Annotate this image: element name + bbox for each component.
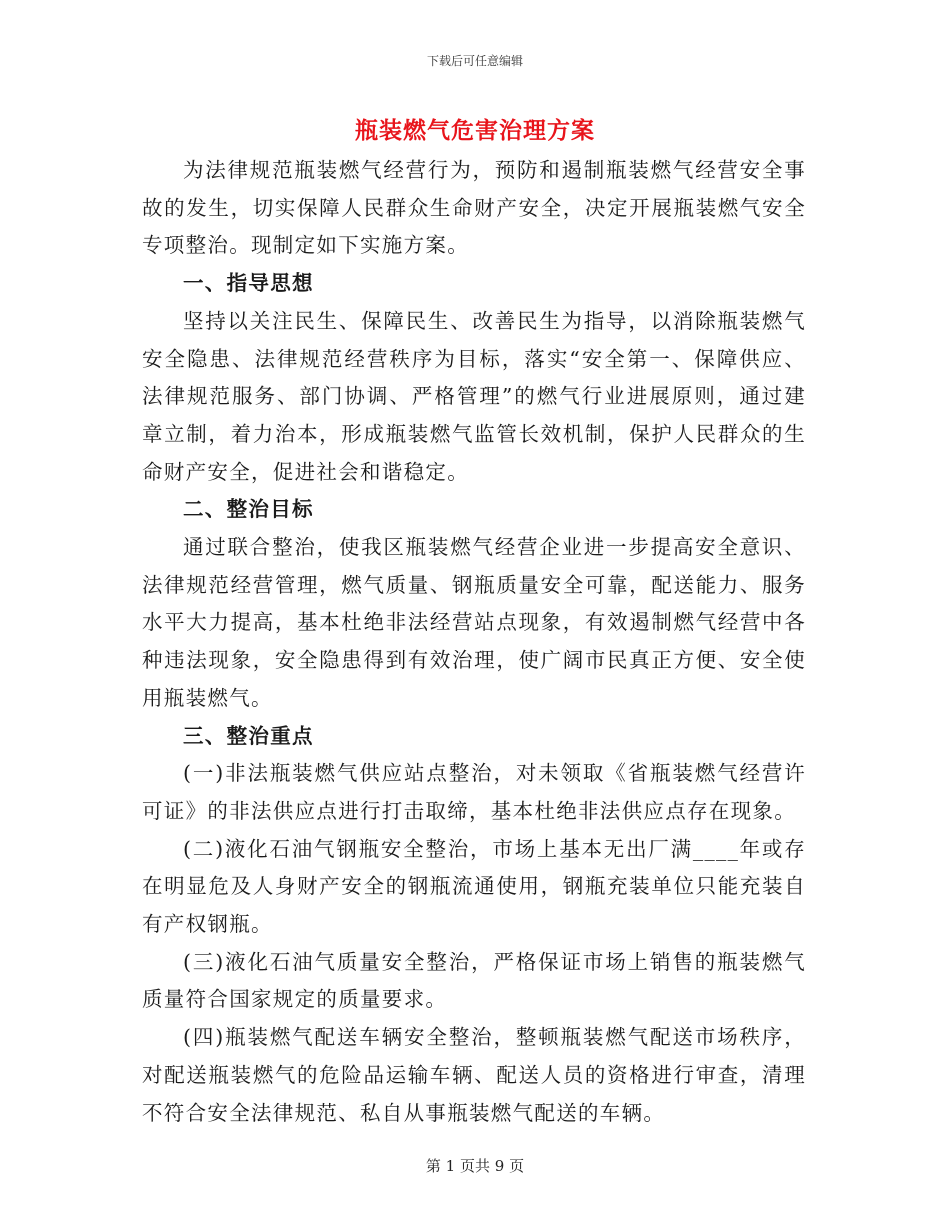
key-point-item-4: (四)瓶装燃气配送车辆安全整治，整顿瓶装燃气配送市场秩序，对配送瓶装燃气的危险品运输车辆、配送人员的资格进行审查，清理不符合安全法律规范、私自从事瓶装燃气配送的车辆。 (142, 1025, 806, 1125)
section-body-guiding-thought: 坚持以关注民生、保障民生、改善民生为指导，以消除瓶装燃气安全隐患、法律规范经营秩序为目标，落实“安全第一、保障供应、法律规范服务、部门协调、严格管理”的燃气行业进展原则，通过建章立制，着力治本，形成瓶装燃气监管长效机制，保护人民群众的生命财产安全，促进社会和谐稳定。 (142, 308, 806, 484)
intro-paragraph: 为法律规范瓶装燃气经营行为，预防和遏制瓶装燃气经营安全事故的发生，切实保障人民群众生命财产安全，决定开展瓶装燃气安全专项整治。现制定如下实施方案。 (142, 158, 806, 258)
key-point-item-3: (三)液化石油气质量安全整治，严格保证市场上销售的瓶装燃气质量符合国家规定的质量要求。 (142, 949, 806, 1012)
page-number: 第 1 页共 9 页 (425, 1157, 525, 1175)
section-heading-goals: 二、整治目标 (183, 497, 314, 522)
key-point-item-2: (二)液化石油气钢瓶安全整治，市场上基本无出厂满____年或存在明显危及人身财产安全的钢瓶流通使用，钢瓶充装单位只能充装自有产权钢瓶。 (142, 836, 806, 937)
section-body-goals: 通过联合整治，使我区瓶装燃气经营企业进一步提高安全意识、法律规范经营管理，燃气质量、钢瓶质量安全可靠，配送能力、服务水平大力提高，基本杜绝非法经营站点现象，有效遏制燃气经营中各种违法现象，安全隐患得到有效治理，使广阔市民真正方便、安全使用瓶装燃气。 (142, 535, 806, 710)
document-title: 瓶装燃气危害治理方案 (355, 117, 595, 144)
section-heading-guiding-thought: 一、指导思想 (183, 271, 314, 296)
key-point-item-1: (一)非法瓶装燃气供应站点整治，对未领取《省瓶装燃气经营许可证》的非法供应点进行打击取缔，基本杜绝非法供应点存在现象。 (142, 761, 806, 823)
document-body (142, 152, 806, 1132)
page-header: 下载后可任意编辑 (426, 54, 523, 68)
section-heading-key-points: 三、整治重点 (183, 723, 314, 748)
